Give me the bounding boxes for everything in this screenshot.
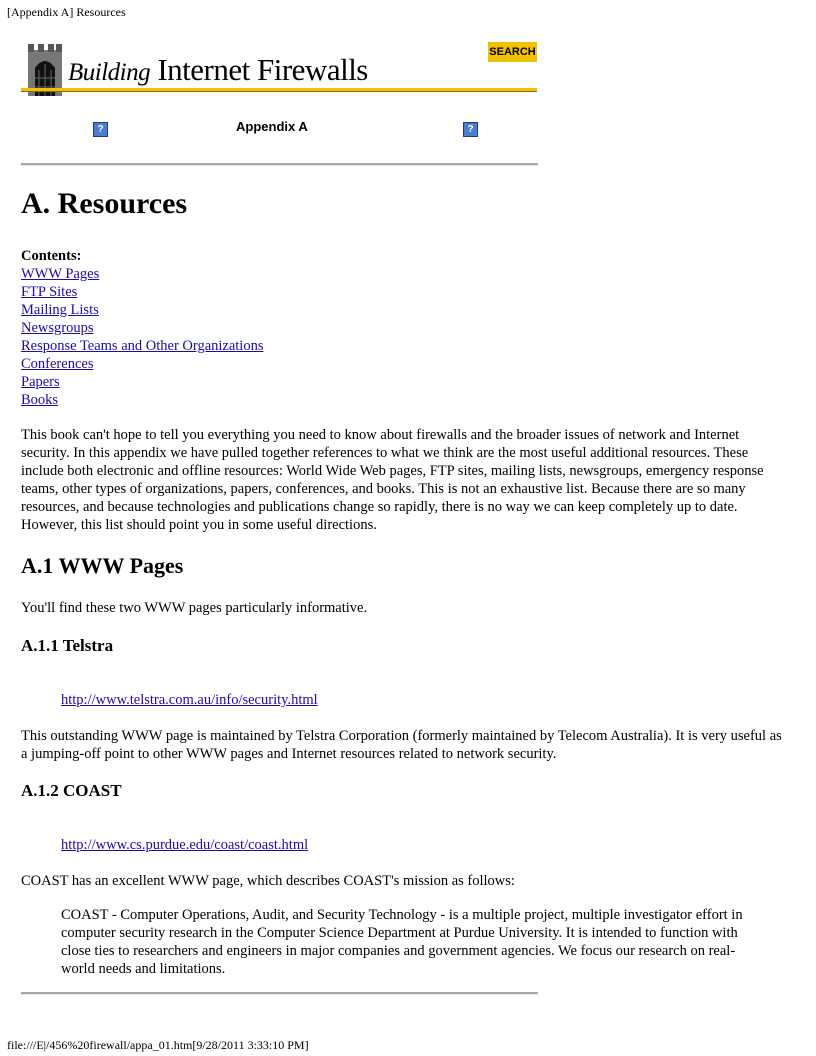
print-header: [Appendix A] Resources xyxy=(7,5,126,19)
telstra-description: This outstanding WWW page is maintained by Telstra Corporation (formerly maintained by Telecom Australia). It is very useful as a jumping-off point to other WWW pages and Internet resources related to network security. xyxy=(21,728,782,762)
toc-link-newsgroups[interactable]: Newsgroups xyxy=(21,320,94,336)
coast-mission-quote: COAST - Computer Operations, Audit, and Security Technology - is a multiple project, multiple investigator effort in computer security research in the Computer Science Department at Purdue University. It is intended to function with close ties to researchers and engineers in major companies and government agencies. We focus our research on real-world needs and limitations. xyxy=(61,907,743,977)
toc-item xyxy=(21,319,263,337)
toc-link-books[interactable]: Books xyxy=(21,392,59,408)
banner-underline xyxy=(21,91,537,92)
bottom-divider xyxy=(21,992,538,995)
contents-label: Contents: xyxy=(21,248,82,264)
book-title xyxy=(68,52,368,88)
book-title-italic: Building xyxy=(68,59,151,86)
book-title-rest: Internet Firewalls xyxy=(157,52,368,87)
toc-item xyxy=(21,355,263,373)
page-title: A. Resources xyxy=(21,187,188,220)
search-button[interactable]: SEARCH xyxy=(488,42,537,62)
table-of-contents xyxy=(21,265,263,409)
subsection-heading-coast: A.1.2 COAST xyxy=(21,781,122,800)
top-divider xyxy=(21,163,538,166)
print-footer: file:///E|/456%20firewall/appa_01.htm[9/28/2011 3:33:10 PM] xyxy=(7,1038,309,1052)
next-page-icon[interactable]: ? xyxy=(463,122,478,137)
coast-description: COAST has an excellent WWW page, which describes COAST's mission as follows: xyxy=(21,873,515,889)
intro-paragraph: This book can't hope to tell you everything you need to know about firewalls and the broader issues of network and Internet security. In this appendix we have pulled together references to what we think are the most useful additional resources. These include both electronic and offline resources: World Wide Web pages, FTP sites, mailing lists, newsgroups, emergency response teams, other types of organizations, papers, conferences, and books. This is not an exhaustive list. Because there are so many resources, and because technologies and publications change so rapidly, there is no way we can keep completely up to date. However, this list should point you in some useful directions. xyxy=(21,427,764,533)
toc-item xyxy=(21,283,263,301)
toc-link-conferences[interactable]: Conferences xyxy=(21,356,94,372)
toc-item xyxy=(21,337,263,355)
prev-page-icon[interactable]: ? xyxy=(93,122,108,137)
toc-item xyxy=(21,265,263,283)
toc-link-response-teams[interactable]: Response Teams and Other Organizations xyxy=(21,338,264,354)
section-heading-a1: A.1 WWW Pages xyxy=(21,553,184,578)
toc-item xyxy=(21,301,263,319)
toc-link-www-pages[interactable]: WWW Pages xyxy=(21,266,100,282)
subsection-heading-telstra: A.1.1 Telstra xyxy=(21,636,114,655)
toc-link-mailing-lists[interactable]: Mailing Lists xyxy=(21,302,99,318)
toc-link-papers[interactable]: Papers xyxy=(21,374,60,390)
toc-link-ftp-sites[interactable]: FTP Sites xyxy=(21,284,78,300)
appendix-label: Appendix A xyxy=(236,119,308,134)
coast-url-link[interactable]: http://www.cs.purdue.edu/coast/coast.html xyxy=(61,837,309,853)
toc-item xyxy=(21,373,263,391)
telstra-url-link[interactable]: http://www.telstra.com.au/info/security.html xyxy=(61,692,318,708)
book-banner xyxy=(21,42,537,98)
toc-item xyxy=(21,391,263,409)
section-a1-intro: You'll find these two WWW pages particularly informative. xyxy=(21,600,368,616)
